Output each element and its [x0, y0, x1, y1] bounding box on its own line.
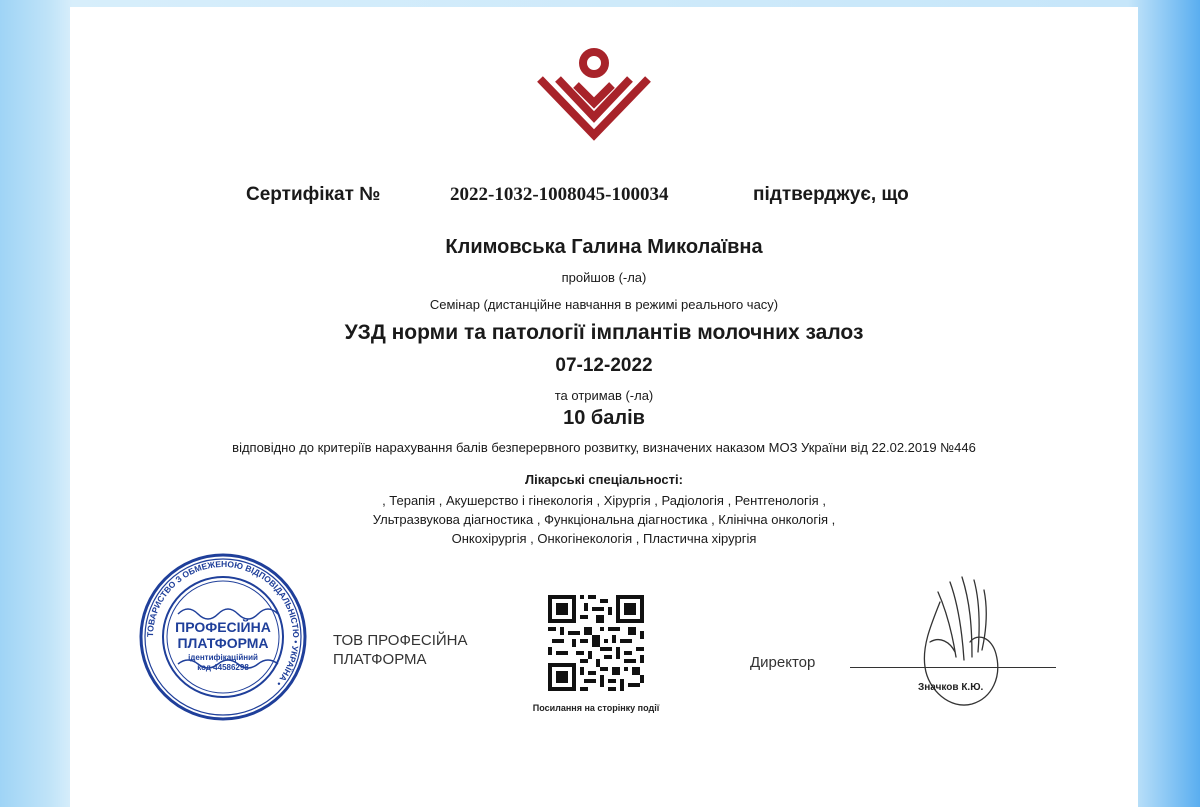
certificate-confirms: підтверджує, що	[753, 184, 909, 205]
certificate-number-line	[70, 182, 1138, 212]
stamp-ring-text: ТОВАРИСТВО З ОБМЕЖЕНОЮ ВІДПОВІДАЛЬНІСТЮ • УКРАЇНА •	[144, 558, 302, 689]
director-label: Директор	[750, 654, 816, 671]
received-text: та отримав (-ла)	[554, 388, 654, 403]
signer-name: Значков К.Ю.	[918, 682, 984, 693]
specialties-line: Ультразвукова діагностика , Функціональна діагностика , Клінічна онкологія ,	[372, 512, 836, 527]
course-title: УЗД норми та патології імплантів молочних залоз	[344, 321, 864, 344]
specialties-line: Онкохірургія , Онкогінекологія , Пластична хірургія	[451, 531, 757, 546]
specialties-title: Лікарські спеціальності:	[525, 472, 683, 487]
event-type: Семінар (дистанційне навчання в режимі реального часу)	[429, 297, 779, 312]
director-signature	[900, 572, 1010, 722]
company-stamp	[138, 552, 308, 722]
recipient-name: Климовська Галина Миколаївна	[445, 236, 763, 258]
stamp-id-label: ідентифікаційний	[188, 653, 258, 662]
company-name-line: ПЛАТФОРМА	[333, 651, 427, 668]
stamp-center-text: ПРОФЕСІЙНА	[175, 619, 271, 635]
certificate-sheet	[70, 7, 1138, 807]
qr-code[interactable]	[548, 595, 644, 691]
qr-caption: Посилання на сторінку події	[532, 703, 660, 713]
company-name-line: ТОВ ПРОФЕСІЙНА	[333, 632, 468, 649]
event-date: 07-12-2022	[555, 355, 653, 376]
certificate-label: Сертифікат №	[246, 184, 381, 205]
points-awarded: 10 балів	[563, 407, 645, 429]
stamp-id-code: код 44586298	[197, 663, 249, 672]
specialties-line: , Терапія , Акушерство і гінекологія , Хірургія , Радіологія , Рентгенологія ,	[382, 493, 826, 508]
passed-text: пройшов (-ла)	[561, 270, 647, 285]
stamp-center-text: ПЛАТФОРМА	[177, 635, 269, 651]
certificate-number: 2022-1032-1008045-100034	[450, 184, 669, 205]
criteria-text: відповідно до критеріїв нарахування балів безперервного розвитку, визначених наказом МОЗ України від 22.02.2019 №446	[232, 440, 976, 455]
brand-logo	[536, 45, 652, 145]
company-name	[333, 631, 467, 669]
